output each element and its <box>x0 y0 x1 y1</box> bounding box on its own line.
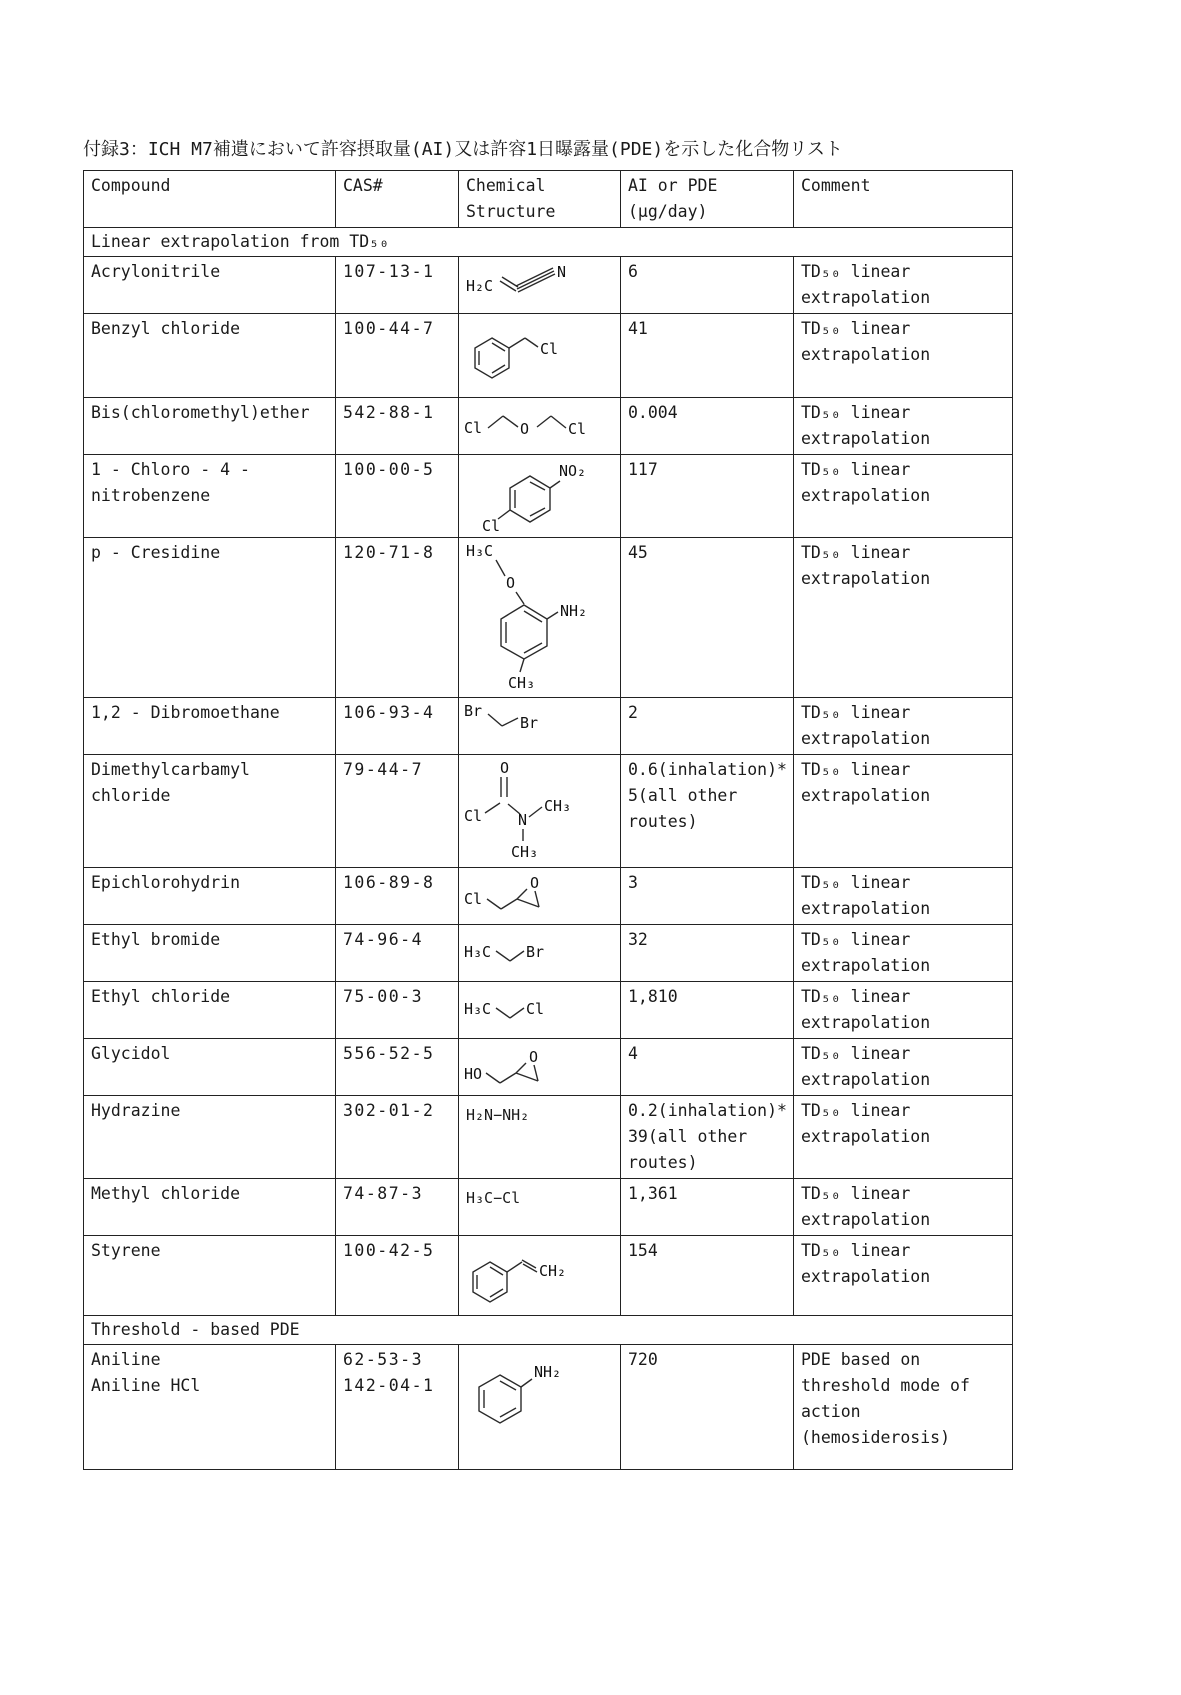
compound-name: Aniline HCl <box>91 1376 201 1395</box>
atom-label: H₂C <box>466 277 494 295</box>
table-row <box>84 538 1013 698</box>
compound-cell: Methyl chloride <box>84 1179 336 1236</box>
ai-pde-cell: 117 <box>621 455 794 538</box>
ai-pde-cell: 2 <box>621 698 794 755</box>
glycidol-structure <box>462 1041 612 1087</box>
comment-cell: TD₅₀ linear extrapolation <box>794 314 1013 398</box>
p-cresidine-structure <box>462 540 612 690</box>
atom-label: Cl <box>568 420 587 438</box>
page-title: 付録3：ICH M7補遺において許容摂取量(AI)又は許容1日曝露量(PDE)を示した化合物リスト <box>83 139 843 160</box>
structure-cell <box>459 1039 621 1096</box>
atom-label: Cl <box>464 419 483 437</box>
cas-cell: 100-44-7 <box>336 314 459 398</box>
compound-cell: Benzyl chloride <box>84 314 336 398</box>
acrylonitrile-structure <box>462 259 612 305</box>
atom-label: H₃C <box>464 1000 492 1018</box>
cas-cell: 106-93-4 <box>336 698 459 755</box>
styrene-structure <box>462 1238 612 1310</box>
atom-label: NH₂ <box>534 1363 562 1381</box>
atom-label: Cl <box>526 1000 545 1018</box>
section-threshold-pde: Threshold - based PDE <box>84 1316 1013 1345</box>
cas-cell: 100-00-5 <box>336 455 459 538</box>
comment-cell: TD₅₀ linear extrapolation <box>794 925 1013 982</box>
comment-cell: TD₅₀ linear extrapolation <box>794 1179 1013 1236</box>
cas-cell: 79-44-7 <box>336 755 459 868</box>
section-linear-extrapolation: Linear extrapolation from TD₅₀ <box>84 228 1013 257</box>
compound-cell: Acrylonitrile <box>84 257 336 314</box>
cas-cell: 302-01-2 <box>336 1096 459 1179</box>
benzyl-chloride-structure <box>462 316 612 388</box>
structure-cell <box>459 1179 621 1236</box>
compound-cell: 1,2 - Dibromoethane <box>84 698 336 755</box>
comment-cell: TD₅₀ linear extrapolation <box>794 538 1013 698</box>
atom-label: O <box>529 1048 539 1066</box>
atom-label: Br <box>526 943 545 961</box>
col-header-structure: Chemical Structure <box>459 171 621 228</box>
structure-cell <box>459 398 621 455</box>
ai-pde-cell: 6 <box>621 257 794 314</box>
compound-cell: Ethyl bromide <box>84 925 336 982</box>
ethyl-chloride-structure <box>462 984 612 1024</box>
section-row <box>84 1316 1013 1345</box>
compound-cell <box>84 1345 336 1470</box>
atom-label: O <box>520 420 530 438</box>
compounds-table <box>83 170 1013 1470</box>
aniline-structure <box>462 1347 612 1437</box>
cas-cell: 74-87-3 <box>336 1179 459 1236</box>
structure-cell <box>459 1345 621 1470</box>
table-row <box>84 1096 1013 1179</box>
dibromoethane-structure <box>462 700 612 740</box>
col-header-cas: CAS# <box>336 171 459 228</box>
structure-cell <box>459 538 621 698</box>
atom-label: Br <box>464 702 483 720</box>
structure-cell <box>459 698 621 755</box>
atom-label: Cl <box>464 890 483 908</box>
structure-cell <box>459 982 621 1039</box>
table-row <box>84 982 1013 1039</box>
structure-cell <box>459 868 621 925</box>
atom-label: NH₂ <box>560 602 588 620</box>
cas-cell: 74-96-4 <box>336 925 459 982</box>
table-row <box>84 1236 1013 1316</box>
structure-cell <box>459 314 621 398</box>
atom-label: H₃C <box>464 943 492 961</box>
atom-label: Br <box>520 714 539 732</box>
table-row <box>84 755 1013 868</box>
col-header-ai-pde: AI or PDE (μg/day) <box>621 171 794 228</box>
atom-label: HO <box>464 1065 483 1083</box>
comment-cell: TD₅₀ linear extrapolation <box>794 868 1013 925</box>
comment-cell: PDE based on threshold mode of action (hemosiderosis) <box>794 1345 1013 1470</box>
comment-cell: TD₅₀ linear extrapolation <box>794 455 1013 538</box>
ai-pde-cell: 3 <box>621 868 794 925</box>
ai-pde-cell: 45 <box>621 538 794 698</box>
compound-cell: Styrene <box>84 1236 336 1316</box>
comment-cell: TD₅₀ linear extrapolation <box>794 398 1013 455</box>
ethyl-bromide-structure <box>462 927 612 967</box>
compound-cell: 1 - Chloro - 4 - nitrobenzene <box>84 455 336 538</box>
ai-pde-cell: 1,810 <box>621 982 794 1039</box>
comment-cell: TD₅₀ linear extrapolation <box>794 755 1013 868</box>
cas-cell: 62-53-3 142-04-1 <box>336 1345 459 1470</box>
section-row <box>84 228 1013 257</box>
ai-pde-cell: 0.2(inhalation)* 39(all other routes) <box>621 1096 794 1179</box>
ai-pde-cell: 1,361 <box>621 1179 794 1236</box>
ai-pde-cell: 4 <box>621 1039 794 1096</box>
cas-cell: 106-89-8 <box>336 868 459 925</box>
ai-pde-cell: 154 <box>621 1236 794 1316</box>
comment-cell: TD₅₀ linear extrapolation <box>794 1039 1013 1096</box>
cas-cell: 120-71-8 <box>336 538 459 698</box>
cas-cell: 75-00-3 <box>336 982 459 1039</box>
table-row <box>84 398 1013 455</box>
table-row <box>84 925 1013 982</box>
table-row <box>84 455 1013 538</box>
compound-cell: Hydrazine <box>84 1096 336 1179</box>
document-page <box>83 138 1015 1470</box>
ai-pde-cell: 720 <box>621 1345 794 1470</box>
atom-label: NO₂ <box>559 462 587 480</box>
structure-cell <box>459 1096 621 1179</box>
atom-label: CH₂ <box>539 1262 567 1280</box>
dimethylcarbamyl-chloride-structure <box>462 757 612 861</box>
table-header-row <box>84 171 1013 228</box>
ai-pde-cell: 32 <box>621 925 794 982</box>
comment-cell: TD₅₀ linear extrapolation <box>794 1236 1013 1316</box>
chloro-nitrobenzene-structure <box>462 457 612 535</box>
structure-cell <box>459 925 621 982</box>
atom-label: CH₃ <box>544 797 572 815</box>
compound-cell: Bis(chloromethyl)ether <box>84 398 336 455</box>
cas-cell: 107-13-1 <box>336 257 459 314</box>
table-row <box>84 1345 1013 1470</box>
col-header-compound: Compound <box>84 171 336 228</box>
compound-cell: Ethyl chloride <box>84 982 336 1039</box>
ai-pde-cell: 0.6(inhalation)* 5(all other routes) <box>621 755 794 868</box>
atom-label: CH₃ <box>511 843 539 861</box>
table-row <box>84 314 1013 398</box>
structure-cell <box>459 257 621 314</box>
structure-cell <box>459 755 621 868</box>
ai-pde-cell: 41 <box>621 314 794 398</box>
atom-label: CH₃ <box>508 674 536 690</box>
atom-label: H₃C <box>466 542 494 560</box>
table-row <box>84 1039 1013 1096</box>
comment-cell: TD₅₀ linear extrapolation <box>794 982 1013 1039</box>
structure-cell <box>459 455 621 538</box>
hydrazine-structure: H₂N−NH₂ <box>466 1106 530 1124</box>
cas-cell: 556-52-5 <box>336 1039 459 1096</box>
atom-label: N <box>518 811 528 829</box>
compound-cell: Dimethylcarbamyl chloride <box>84 755 336 868</box>
compound-cell: Epichlorohydrin <box>84 868 336 925</box>
comment-cell: TD₅₀ linear extrapolation <box>794 257 1013 314</box>
atom-label: O <box>500 759 510 777</box>
comment-cell: TD₅₀ linear extrapolation <box>794 698 1013 755</box>
ai-pde-cell: 0.004 <box>621 398 794 455</box>
bis-chloromethyl-ether-structure <box>462 400 612 442</box>
table-row <box>84 868 1013 925</box>
atom-label: Cl <box>464 807 483 825</box>
structure-cell <box>459 1236 621 1316</box>
cas-cell: 542-88-1 <box>336 398 459 455</box>
col-header-comment: Comment <box>794 171 1013 228</box>
atom-label: Cl <box>482 517 501 535</box>
atom-label: O <box>530 874 540 892</box>
table-row <box>84 1179 1013 1236</box>
table-row <box>84 257 1013 314</box>
table-row <box>84 698 1013 755</box>
compound-cell: p - Cresidine <box>84 538 336 698</box>
atom-label: O <box>506 574 516 592</box>
comment-cell: TD₅₀ linear extrapolation <box>794 1096 1013 1179</box>
atom-label: N <box>557 263 567 281</box>
epichlorohydrin-structure <box>462 870 612 916</box>
compound-cell: Glycidol <box>84 1039 336 1096</box>
cas-cell: 100-42-5 <box>336 1236 459 1316</box>
atom-label: Cl <box>540 340 559 358</box>
compound-name: Aniline <box>91 1350 161 1369</box>
methyl-chloride-structure: H₃C−Cl <box>466 1189 521 1207</box>
